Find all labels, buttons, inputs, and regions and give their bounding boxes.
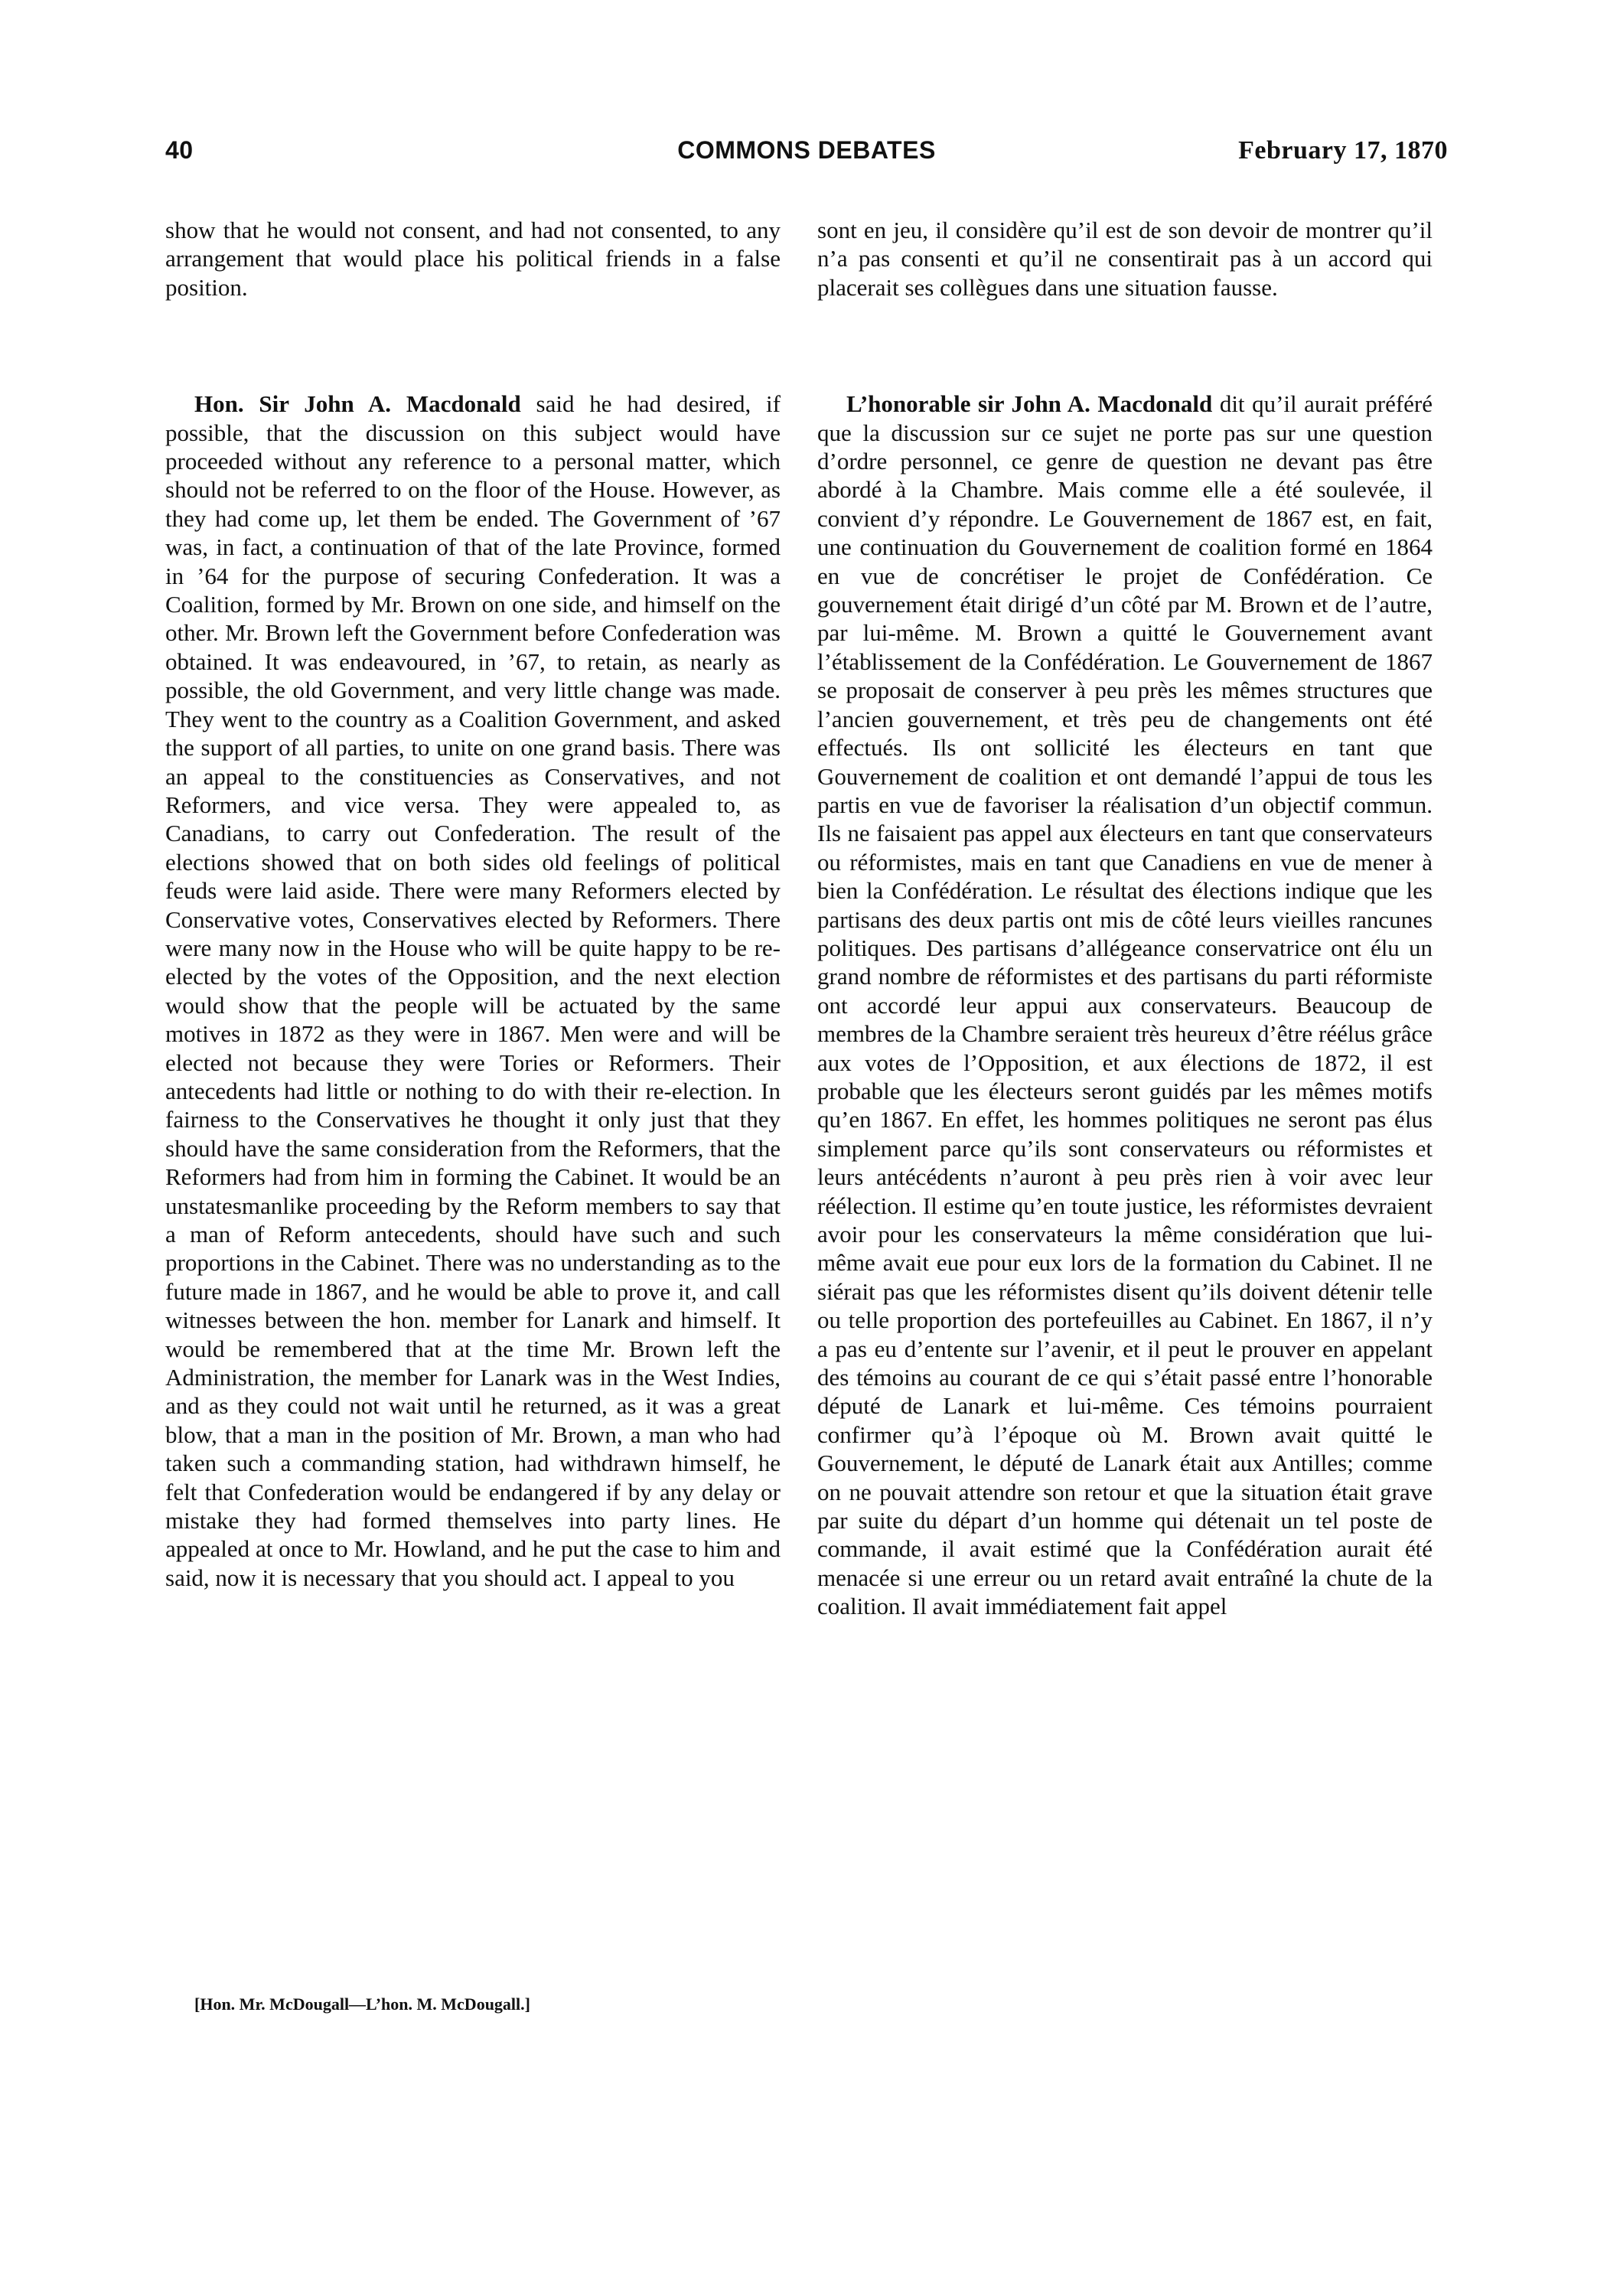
english-speech-paragraph [165, 390, 781, 1592]
speaker-reference-footer: [Hon. Mr. McDougall—L’hon. M. McDougall.] [194, 1994, 530, 2014]
french-continuation-paragraph: sont en jeu, il considère qu’il est de son devoir de montrer qu’il n’a pas consenti et qu’il ne consentirait pas à un accord qui placerait ses collègues dans une situation fausse. [817, 217, 1433, 301]
page-number: 40 [165, 136, 194, 164]
english-speaker-name: Hon. Sir John A. Macdonald [194, 390, 521, 418]
french-speaker-name: L’honorable sir John A. Macdonald [846, 390, 1213, 418]
journal-title: COMMONS DEBATES [677, 136, 936, 164]
english-speech-text: said he had desired, if possible, that the discussion on this subject would have proceeded without any reference to a personal matter, which should not be referred to on the floor of the House. However, as they had come up, let them be ended. The Government of ’67 was, in fact, a continuation of that of the late Province, formed in ’64 for the purpose of securing Confederation. It was a Coalition, formed by Mr. Brown on one side, and himself on the other. Mr. Brown left the Government before Confederation was obtained. It was endeavoured, in ’67, to retain, as nearly as possible, the old Government, and very little change was made. They went to the country as a Coalition Government, and asked the support of all parties, to unite on one grand basis. There was an appeal to the constituencies as Conservatives, and not Reformers, and vice versa. They were appealed to, as Canadians, to carry out Confederation. The result of the elections showed that on both sides old feelings of political feuds were laid aside. There were many Reformers elected by Conservative votes, Conservatives elected by Reformers. There were many now in the House who will be quite happy to be re-elected by the votes of the Opposition, and the next election would show that the people will be actuated by the same motives in 1872 as they were in 1867. Men were and will be elected not because they were Tories or Reformers. Their antecedents had little or nothing to do with their re-election. In fairness to the Conservatives he thought it only just that they should have the same consideration from the Reformers, that the Reformers had from him in forming the Cabinet. It would be an unstatesmanlike proceeding by the Reform members to say that a man of Reform antecedents, should have such and such proportions in the Cabinet. There was no understanding as to the future made in 1867, and he would be able to prove it, and call witnesses between the hon. member for Lanark and himself. It would be remembered that at the time Mr. Brown left the Administration, the member for Lanark was in the West Indies, and as they could not wait until he returned, as it was a great blow, that a man in the position of Mr. Brown, a man who had taken such a commanding station, had withdrawn himself, he felt that Confederation would be endangered if by any delay or mistake they had formed themselves into party lines. He appealed at once to Mr. Howland, and he put the case to him and said, now it is necessary that you should act. I appeal to you [165, 390, 781, 1591]
running-head [165, 136, 1448, 174]
english-column [165, 216, 781, 1592]
french-column [817, 216, 1433, 1621]
english-continuation-paragraph: show that he would not consent, and had not consented, to any arrangement that would place his political friends in a false position. [165, 217, 781, 301]
page-date: February 17, 1870 [1238, 136, 1448, 165]
french-speech-paragraph [817, 390, 1433, 1620]
french-speech-text: dit qu’il aurait préféré que la discussion sur ce sujet ne porte pas sur une question d’ordre personnel, ce genre de question ne devant pas être abordé à la Chambre. Mais comme elle a été soulevée, il convient d’y répondre. Le Gouvernement de 1867 est, en fait, une continuation du Gouvernement de coalition formé en 1864 en vue de concrétiser le projet de Confédération. Ce gouvernement était dirigé d’un côté par M. Brown et de l’autre, par lui-même. M. Brown a quitté le Gouvernement avant l’établissement de la Confédération. Le Gouvernement de 1867 se proposait de conserver à peu près les mêmes structures que l’ancien gouvernement, et très peu de changements ont été effectués. Ils ont sollicité les électeurs en tant que Gouvernement de coalition et ont demandé l’appui de tous les partis en vue de favoriser la réalisation d’un objectif commun. Ils ne faisaient pas appel aux électeurs en tant que conservateurs ou réformistes, mais en tant que Canadiens en vue de mener à bien la Confédération. Le résultat des élections indique que les partisans des deux partis ont mis de côté leurs vieilles rancunes politiques. Des partisans d’allégeance conservatrice ont élu un grand nombre de réformistes et des partisans du parti réformiste ont accordé leur appui aux conservateurs. Beaucoup de membres de la Chambre seraient très heureux d’être réélus grâce aux votes de l’Opposition, et aux élections de 1872, il est probable que les électeurs seront guidés par les mêmes motifs qu’en 1867. En effet, les hommes politiques ne seront pas élus simplement parce qu’ils sont conservateurs ou réformistes et leurs antécédents n’auront à peu près rien à voir avec leur réélection. Il estime qu’en toute justice, les réformistes devraient avoir pour les conservateurs la même considération que lui-même avait eue pour eux lors de la formation du Cabinet. Il ne siérait pas que les réformistes disent qu’ils doivent détenir telle ou telle proportion des portefeuilles au Cabinet. En 1867, il n’y a pas eu d’entente sur l’avenir, et il peut le prouver en appelant des témoins au courant de ce qui s’était passé entre l’honorable député de Lanark et lui-même. Ces témoins pourraient confirmer qu’à l’époque où M. Brown avait quitté le Gouvernement, le député de Lanark était aux Antilles; comme on ne pouvait attendre son retour et que la situation était grave par suite du départ d’un homme qui détenait un tel poste de commande, il avait estimé que la Confédération aurait été menacée si une erreur ou un retard avait entraîné la chute de la coalition. Il avait immédiatement fait appel [817, 390, 1433, 1620]
